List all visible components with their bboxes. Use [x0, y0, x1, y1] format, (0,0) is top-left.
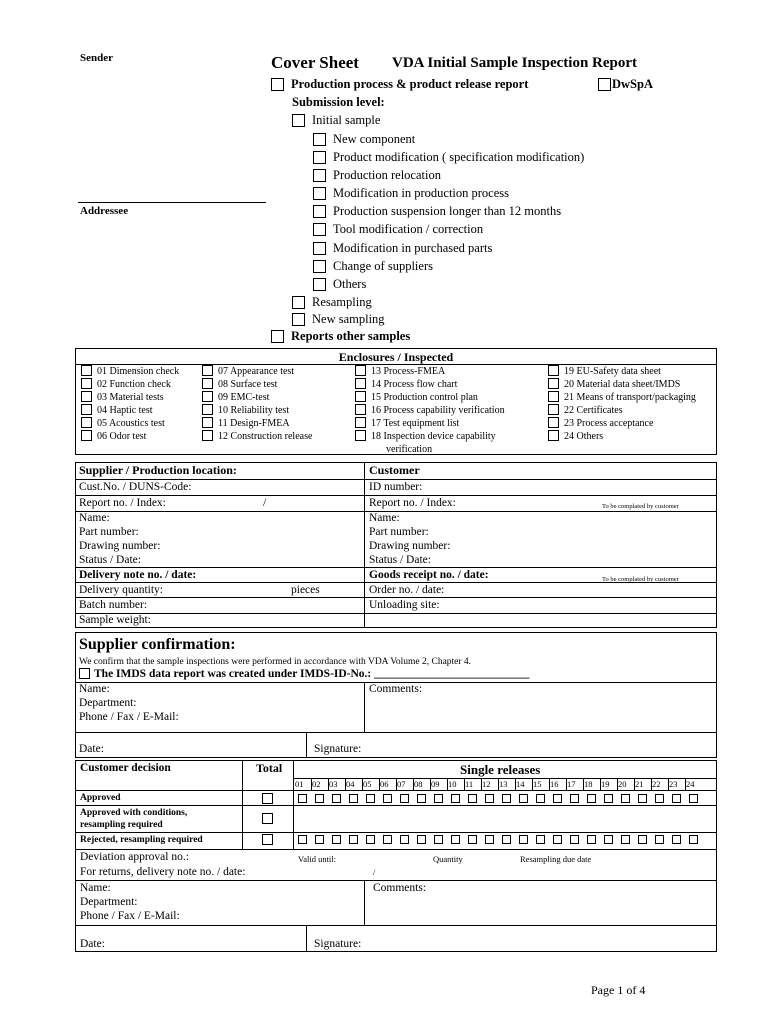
enclosure-checkbox[interactable]: [202, 391, 213, 402]
enclosure-col2-1[interactable]: 07 Appearance test: [202, 366, 294, 378]
approved-release-checkbox-24[interactable]: [689, 794, 698, 803]
enclosure-col4-4[interactable]: 22 Certificates: [548, 405, 623, 417]
approved-release-checkbox-04[interactable]: [349, 794, 358, 803]
release-header-divider: [685, 778, 686, 790]
approved-release-checkbox-06[interactable]: [383, 794, 392, 803]
reason-checkbox-3[interactable]: [313, 169, 326, 182]
enclosure-checkbox[interactable]: [202, 404, 213, 415]
rejected-release-checkbox-03[interactable]: [332, 835, 341, 844]
release-header-divider: [617, 778, 618, 790]
customer-report-no: Report no. / Index:: [369, 497, 456, 509]
release-number-24: 24: [686, 779, 695, 789]
enclosure-checkbox[interactable]: [548, 417, 559, 428]
rejected-release-checkbox-17[interactable]: [570, 835, 579, 844]
rejected-release-checkbox-12[interactable]: [485, 835, 494, 844]
reports-other-option[interactable]: Reports other samples: [271, 329, 410, 344]
release-number-08: 08: [414, 779, 423, 789]
reason-checkbox-1[interactable]: [313, 133, 326, 146]
rejected-release-checkbox-15[interactable]: [536, 835, 545, 844]
rejected-release-checkbox-08[interactable]: [417, 835, 426, 844]
supplier-customer-row-line: [75, 597, 717, 598]
reports-other-checkbox[interactable]: [271, 330, 284, 343]
rejected-total-checkbox[interactable]: [262, 834, 273, 845]
confirmation-department: Department:: [79, 697, 137, 709]
confirmation-date: Date:: [79, 743, 104, 755]
customer-completed-note: To be complated by customer: [602, 503, 679, 510]
release-number-03: 03: [329, 779, 338, 789]
release-header-divider: [583, 778, 584, 790]
quantity-label: Quantity: [433, 854, 463, 864]
release-number-19: 19: [601, 779, 610, 789]
resampling-option[interactable]: Resampling: [292, 295, 372, 310]
release-header-divider: [447, 778, 448, 790]
enclosure-checkbox[interactable]: [355, 417, 366, 428]
reason-checkbox-6[interactable]: [313, 223, 326, 236]
supplier-batch-number: Batch number:: [79, 599, 148, 611]
enclosure-checkbox[interactable]: [355, 378, 366, 389]
rejected-release-checkbox-01[interactable]: [298, 835, 307, 844]
approved-release-checkbox-23[interactable]: [672, 794, 681, 803]
returns-delivery-note: For returns, delivery note no. / date:: [80, 866, 246, 878]
release-header-divider: [328, 778, 329, 790]
customer-name: Name:: [369, 512, 400, 524]
enclosure-col3-6[interactable]: 18 Inspection device capability: [355, 431, 496, 443]
submission-level-label: Submission level:: [292, 95, 385, 109]
customer-completed-note-2: To be complated by customer: [602, 576, 679, 583]
reason-checkbox-4[interactable]: [313, 187, 326, 200]
release-number-18: 18: [584, 779, 593, 789]
rejected-release-checkbox-07[interactable]: [400, 835, 409, 844]
approved-release-checkbox-05[interactable]: [366, 794, 375, 803]
release-number-12: 12: [482, 779, 491, 789]
initial-sample-option[interactable]: Initial sample: [292, 113, 380, 128]
release-number-22: 22: [652, 779, 661, 789]
confirmation-divider-2: [75, 732, 717, 733]
enclosure-checkbox[interactable]: [81, 391, 92, 402]
rejected-release-checkbox-23[interactable]: [672, 835, 681, 844]
approved-total-checkbox[interactable]: [262, 793, 273, 804]
cover-sheet-title: Cover Sheet: [271, 53, 359, 72]
release-header-divider: [362, 778, 363, 790]
supplier-delivery-note: Delivery note no. / date:: [79, 569, 197, 581]
enclosure-col4-5[interactable]: 23 Process acceptance: [548, 418, 653, 430]
release-header-divider: [532, 778, 533, 790]
decision-department: Department:: [80, 896, 138, 908]
supplier-delivery-quantity: Delivery quantity:: [79, 584, 163, 596]
release-number-20: 20: [618, 779, 627, 789]
enclosure-checkbox[interactable]: [202, 365, 213, 376]
decision-row-line-2: [75, 832, 717, 833]
decision-comments: Comments:: [373, 882, 427, 894]
reason-option-9[interactable]: Others: [313, 277, 366, 292]
enclosure-checkbox[interactable]: [81, 404, 92, 415]
approved-release-checkbox-08[interactable]: [417, 794, 426, 803]
release-number-04: 04: [346, 779, 355, 789]
enclosures-title: Enclosures / Inspected: [338, 350, 454, 364]
approved-release-checkbox-17[interactable]: [570, 794, 579, 803]
supplier-customer-row-line: [75, 479, 717, 480]
resampling-checkbox[interactable]: [292, 296, 305, 309]
enclosure-checkbox[interactable]: [81, 430, 92, 441]
enclosure-col2-2[interactable]: 08 Surface test: [202, 379, 277, 391]
release-number-05: 05: [363, 779, 372, 789]
customer-drawing-number: Drawing number:: [369, 540, 451, 552]
reason-option-2[interactable]: Product modification ( specification modification): [313, 150, 584, 165]
enclosure-checkbox[interactable]: [355, 404, 366, 415]
new-sampling-option[interactable]: New sampling: [292, 312, 385, 327]
release-header-divider: [311, 778, 312, 790]
enclosure-col3-5[interactable]: 17 Test equipment list: [355, 418, 459, 430]
release-number-23: 23: [669, 779, 678, 789]
enclosure-col4-2[interactable]: 20 Material data sheet/IMDS: [548, 379, 680, 391]
total-label: Total: [256, 761, 283, 775]
imds-checkbox[interactable]: [79, 668, 90, 679]
supplier-confirmation-title: Supplier confirmation:: [79, 636, 236, 653]
enclosure-col3-1[interactable]: 13 Process-FMEA: [355, 366, 445, 378]
release-header-divider: [515, 778, 516, 790]
approved-release-checkbox-07[interactable]: [400, 794, 409, 803]
reason-option-7[interactable]: Modification in purchased parts: [313, 241, 492, 256]
release-number-02: 02: [312, 779, 321, 789]
enclosure-col4-3[interactable]: 21 Means of transport/packaging: [548, 392, 696, 404]
rejected-release-checkbox-05[interactable]: [366, 835, 375, 844]
release-number-09: 09: [431, 779, 440, 789]
decision-row-line-4: [75, 880, 717, 881]
approved-release-checkbox-21[interactable]: [638, 794, 647, 803]
enclosure-checkbox[interactable]: [81, 378, 92, 389]
enclosure-col3-3[interactable]: 15 Production control plan: [355, 392, 478, 404]
rejected-release-checkbox-22[interactable]: [655, 835, 664, 844]
enclosure-col1-3[interactable]: 03 Material tests: [81, 392, 164, 404]
production-release-checkbox[interactable]: [271, 78, 284, 91]
supplier-status-date: Status / Date:: [79, 554, 141, 566]
release-number-13: 13: [499, 779, 508, 789]
supplier-sample-weight: Sample weight:: [79, 614, 151, 626]
supplier-customer-row-line: [75, 567, 717, 568]
rejected-release-checkbox-14[interactable]: [519, 835, 528, 844]
rejected-release-checkbox-13[interactable]: [502, 835, 511, 844]
enclosure-checkbox[interactable]: [548, 404, 559, 415]
release-header-divider: [651, 778, 652, 790]
approved-release-checkbox-22[interactable]: [655, 794, 664, 803]
supplier-report-slash: /: [263, 497, 267, 509]
single-releases-title: Single releases: [460, 762, 541, 777]
rejected-release-checkbox-21[interactable]: [638, 835, 647, 844]
decision-row-line-1: [75, 805, 717, 806]
approved-release-checkbox-18[interactable]: [587, 794, 596, 803]
release-header-divider: [464, 778, 465, 790]
valid-until: Valid until:: [298, 854, 337, 864]
approved-release-checkbox-19[interactable]: [604, 794, 613, 803]
customer-id-number: ID number:: [369, 481, 423, 493]
confirmation-name: Name:: [79, 683, 110, 695]
reason-option-4[interactable]: Modification in production process: [313, 186, 509, 201]
reason-checkbox-5[interactable]: [313, 205, 326, 218]
rejected-release-checkbox-24[interactable]: [689, 835, 698, 844]
decision-date: Date:: [80, 938, 105, 950]
confirmation-phone: Phone / Fax / E-Mail:: [79, 711, 179, 723]
production-release-option[interactable]: Production process & product release report: [271, 77, 528, 92]
supplier-name: Name:: [79, 512, 110, 524]
enclosure-col3-4[interactable]: 16 Process capability verification: [355, 405, 505, 417]
enclosure-col3-2[interactable]: 14 Process flow chart: [355, 379, 457, 391]
supplier-customer-row-line: [75, 495, 717, 496]
release-header-divider: [566, 778, 567, 790]
decision-header-bottom: [75, 790, 717, 791]
enclosure-checkbox[interactable]: [548, 378, 559, 389]
release-number-11: 11: [465, 779, 474, 789]
approved-release-checkbox-01[interactable]: [298, 794, 307, 803]
enclosure-col1-5[interactable]: 05 Acoustics test: [81, 418, 165, 430]
release-header-divider: [498, 778, 499, 790]
supplier-part-number: Part number:: [79, 526, 139, 538]
release-header-divider: [634, 778, 635, 790]
release-header-divider: [549, 778, 550, 790]
reason-checkbox-2[interactable]: [313, 151, 326, 164]
rejected-release-checkbox-04[interactable]: [349, 835, 358, 844]
sender-divider: [78, 202, 266, 203]
approved-release-checkbox-20[interactable]: [621, 794, 630, 803]
confirmation-column-divider: [364, 682, 365, 732]
report-title: VDA Initial Sample Inspection Report: [392, 55, 638, 71]
release-header-divider: [430, 778, 431, 790]
rejected-release-checkbox-02[interactable]: [315, 835, 324, 844]
decision-phone: Phone / Fax / E-Mail:: [80, 910, 180, 922]
rejected-release-checkbox-18[interactable]: [587, 835, 596, 844]
addressee-label: Addressee: [80, 205, 129, 217]
decision-signature: Signature:: [314, 938, 362, 950]
reason-option-3[interactable]: Production relocation: [313, 168, 441, 183]
release-header-divider: [345, 778, 346, 790]
approved-release-checkbox-11[interactable]: [468, 794, 477, 803]
enclosure-col2-3[interactable]: 09 EMC-test: [202, 392, 269, 404]
approved-release-checkbox-10[interactable]: [451, 794, 460, 803]
new-sampling-checkbox[interactable]: [292, 313, 305, 326]
reason-checkbox-7[interactable]: [313, 242, 326, 255]
approved-release-checkbox-13[interactable]: [502, 794, 511, 803]
reason-option-5[interactable]: Production suspension longer than 12 months: [313, 204, 561, 219]
release-header-divider: [413, 778, 414, 790]
approved-release-checkbox-09[interactable]: [434, 794, 443, 803]
rejected-release-checkbox-11[interactable]: [468, 835, 477, 844]
imds-option[interactable]: The IMDS data report was created under IMDS-ID-No.: ___________________________: [79, 667, 529, 682]
supplier-title: Supplier / Production location:: [79, 463, 237, 477]
reason-option-8[interactable]: Change of suppliers: [313, 259, 433, 274]
enclosure-checkbox[interactable]: [355, 365, 366, 376]
enclosure-18-continued: verification: [386, 444, 433, 455]
release-header-divider: [396, 778, 397, 790]
confirmation-date-divider: [306, 732, 307, 758]
returns-slash: /: [373, 867, 376, 877]
release-number-14: 14: [516, 779, 525, 789]
decision-date-divider: [306, 925, 307, 952]
release-header-divider: [379, 778, 380, 790]
rejected-release-checkbox-10[interactable]: [451, 835, 460, 844]
release-header-divider: [600, 778, 601, 790]
release-number-17: 17: [567, 779, 576, 789]
release-number-21: 21: [635, 779, 644, 789]
enclosure-col4-1[interactable]: 19 EU-Safety data sheet: [548, 366, 661, 378]
enclosure-col1-1[interactable]: 01 Dimension check: [81, 366, 179, 378]
enclosure-col2-4[interactable]: 10 Reliability test: [202, 405, 289, 417]
customer-part-number: Part number:: [369, 526, 429, 538]
confirmation-signature: Signature:: [314, 743, 362, 755]
decision-name: Name:: [80, 882, 111, 894]
approved-release-checkbox-14[interactable]: [519, 794, 528, 803]
sender-label: Sender: [80, 52, 113, 64]
supplier-cust-no: Cust.No. / DUNS-Code:: [79, 481, 192, 493]
enclosure-checkbox[interactable]: [548, 365, 559, 376]
approved-release-checkbox-12[interactable]: [485, 794, 494, 803]
enclosure-col2-6[interactable]: 12 Construction release: [202, 431, 312, 443]
rejected-release-checkbox-09[interactable]: [434, 835, 443, 844]
confirmation-statement: We confirm that the sample inspections were performed in accordance with VDA Volume 2, Chapter 4.: [79, 657, 472, 667]
release-header-divider: [481, 778, 482, 790]
reason-checkbox-8[interactable]: [313, 260, 326, 273]
enclosure-checkbox[interactable]: [202, 430, 213, 441]
enclosure-col2-5[interactable]: 11 Design-FMEA: [202, 418, 290, 430]
approved-conditions-total-checkbox[interactable]: [262, 813, 273, 824]
supplier-customer-divider: [364, 462, 365, 628]
page-number: Page 1 of 4: [591, 983, 646, 997]
release-number-01: 01: [295, 779, 304, 789]
approved-release-checkbox-16[interactable]: [553, 794, 562, 803]
approved-label: Approved: [80, 793, 121, 803]
dwspa-checkbox[interactable]: [598, 78, 611, 91]
enclosure-checkbox[interactable]: [81, 417, 92, 428]
customer-goods-receipt: Goods receipt no. / date:: [369, 569, 489, 581]
rejected-release-checkbox-06[interactable]: [383, 835, 392, 844]
release-number-06: 06: [380, 779, 389, 789]
enclosure-col4-6[interactable]: 24 Others: [548, 431, 603, 443]
deviation-approval: Deviation approval no.:: [80, 851, 189, 863]
enclosure-checkbox[interactable]: [202, 378, 213, 389]
approved-release-checkbox-03[interactable]: [332, 794, 341, 803]
enclosure-col1-2[interactable]: 02 Function check: [81, 379, 171, 391]
release-number-16: 16: [550, 779, 559, 789]
supplier-drawing-number: Drawing number:: [79, 540, 161, 552]
rejected-release-checkbox-16[interactable]: [553, 835, 562, 844]
rejected-label: Rejected, resampling required: [80, 835, 203, 845]
reason-option-6[interactable]: Tool modification / correction: [313, 222, 483, 237]
enclosure-checkbox[interactable]: [355, 430, 366, 441]
approved-conditions-label: Approved with conditions, resampling required: [80, 808, 188, 830]
release-header-divider: [668, 778, 669, 790]
enclosure-checkbox[interactable]: [202, 417, 213, 428]
approved-release-checkbox-02[interactable]: [315, 794, 324, 803]
supplier-report-no: Report no. / Index:: [79, 497, 166, 509]
reason-option-1[interactable]: New component: [313, 132, 415, 147]
customer-order-no: Order no. / date:: [369, 584, 445, 596]
confirmation-comments: Comments:: [369, 683, 423, 695]
reason-checkbox-9[interactable]: [313, 278, 326, 291]
customer-title: Customer: [369, 463, 420, 477]
enclosure-col1-4[interactable]: 04 Haptic test: [81, 405, 153, 417]
dwspa-option[interactable]: DwSpA: [598, 77, 653, 92]
enclosure-checkbox[interactable]: [548, 391, 559, 402]
release-number-07: 07: [397, 779, 406, 789]
approved-release-checkbox-15[interactable]: [536, 794, 545, 803]
enclosure-checkbox[interactable]: [355, 391, 366, 402]
decision-comment-divider: [364, 880, 365, 925]
rejected-release-checkbox-20[interactable]: [621, 835, 630, 844]
release-number-15: 15: [533, 779, 542, 789]
rejected-release-checkbox-19[interactable]: [604, 835, 613, 844]
enclosure-checkbox[interactable]: [81, 365, 92, 376]
supplier-customer-row-line: [75, 613, 717, 614]
supplier-pieces: pieces: [291, 584, 320, 596]
enclosure-checkbox[interactable]: [548, 430, 559, 441]
initial-sample-checkbox[interactable]: [292, 114, 305, 127]
customer-status-date: Status / Date:: [369, 554, 431, 566]
decision-row-line-5: [75, 925, 717, 926]
customer-unloading-site: Unloading site:: [369, 599, 440, 611]
release-number-10: 10: [448, 779, 457, 789]
resampling-due-date: Resampling due date: [520, 854, 592, 864]
customer-decision-title: Customer decision: [80, 762, 171, 774]
enclosure-col1-6[interactable]: 06 Odor test: [81, 431, 146, 443]
decision-row-line-3: [75, 849, 717, 850]
